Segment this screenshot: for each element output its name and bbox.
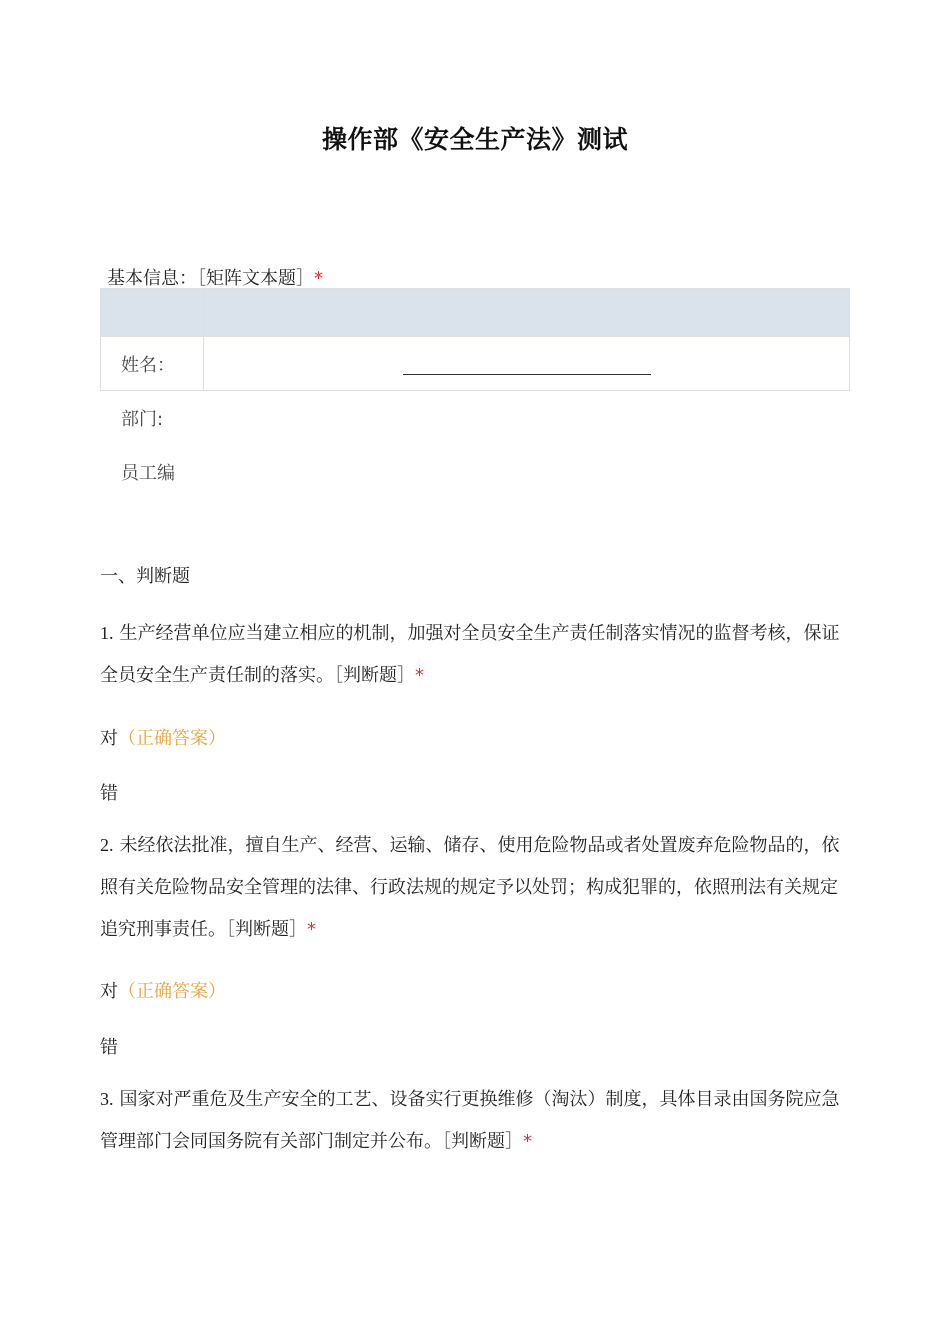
matrix-header-cell: [101, 289, 204, 337]
correct-answer-note: （正确答案）: [118, 981, 226, 1002]
matrix-header-row: [101, 289, 850, 337]
question-text: 国家对严重危及生产安全的工艺、设备实行更换维修（淘汰）制度，具体目录由国务院应急管理部门会同国务院有关部门制定并公布。［判断题］: [100, 1089, 840, 1152]
basic-info-label: 基本信息：［矩阵文本题］: [107, 268, 314, 289]
option-label: 对: [100, 728, 118, 749]
matrix-row-label: 姓名：: [101, 337, 204, 391]
question-2: [100, 824, 845, 951]
question-text: 未经依法批准，擅自生产、经营、运输、储存、使用危险物品或者处置废弃危险物品的，依照有关危险物品安全管理的法律、行政法规的规定予以处罚；构成犯罪的，依照刑法有关规定追究刑事责任。［判断题］: [100, 835, 840, 940]
matrix-row-employee-id: 员工编: [121, 463, 175, 484]
correct-answer-note: （正确答案）: [118, 728, 226, 749]
required-mark: *: [415, 665, 424, 686]
required-mark: *: [314, 268, 323, 289]
option-label: 对: [100, 981, 118, 1002]
section-title: 一、判断题: [100, 566, 190, 587]
question-number: 3.: [100, 1089, 114, 1109]
option-label: 错: [100, 1037, 118, 1058]
basic-info-heading: [107, 264, 323, 290]
question-3: [100, 1078, 845, 1163]
question-2-option-true[interactable]: [100, 977, 226, 1003]
question-1-option-true[interactable]: [100, 724, 226, 750]
required-mark: *: [307, 919, 316, 940]
question-1-option-false[interactable]: [100, 779, 118, 805]
name-input-line[interactable]: [403, 364, 651, 375]
question-number: 2.: [100, 835, 114, 855]
option-label: 错: [100, 783, 118, 804]
required-mark: *: [523, 1131, 532, 1152]
matrix-row-name: [101, 337, 850, 391]
question-2-option-false[interactable]: [100, 1033, 118, 1059]
question-number: 1.: [100, 623, 114, 643]
matrix-header-cell: [204, 289, 850, 337]
question-text: 生产经营单位应当建立相应的机制，加强对全员安全生产责任制落实情况的监督考核，保证全员安全生产责任制的落实。［判断题］: [100, 623, 840, 686]
matrix-row-department: 部门:: [121, 409, 164, 430]
name-input-cell[interactable]: [204, 337, 850, 391]
question-1: [100, 612, 845, 697]
page-title: 操作部《安全生产法》测试: [321, 125, 628, 154]
basic-info-matrix: [100, 288, 850, 391]
